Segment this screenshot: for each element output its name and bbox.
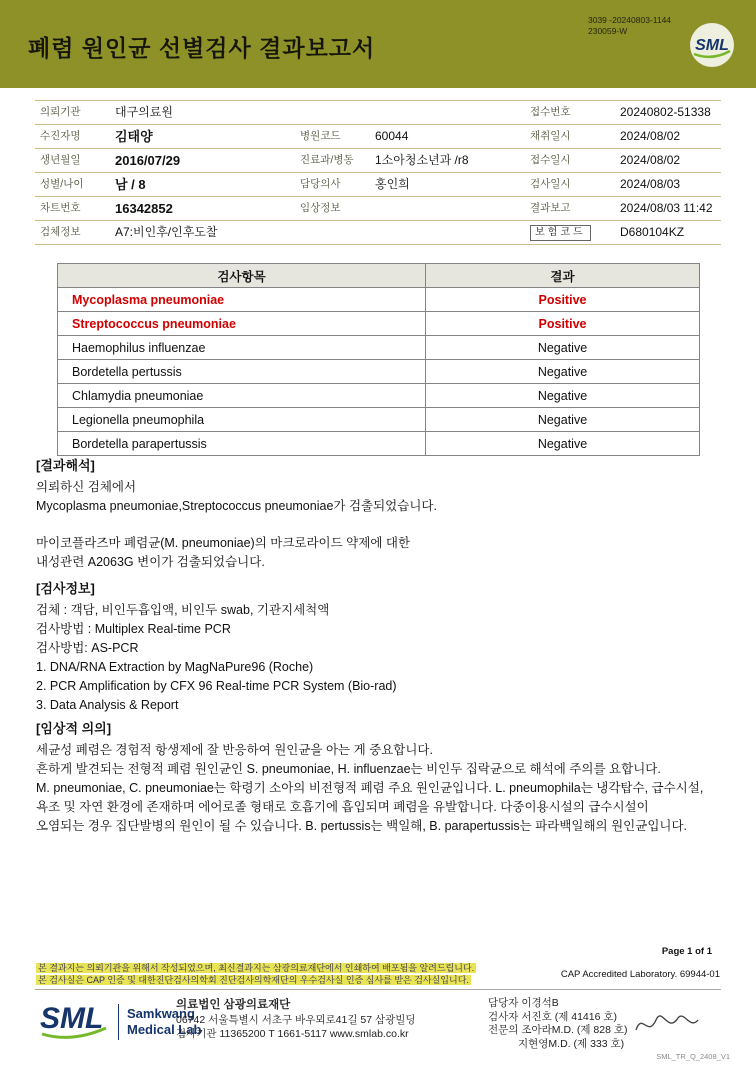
test-info-line: 검사방법 : Multiplex Real-time PCR: [36, 622, 231, 636]
section-interpretation: [36, 455, 726, 572]
results-header-row: [58, 264, 700, 288]
patient-info-row: [35, 125, 721, 149]
title-banner: [0, 0, 756, 88]
page-title: 폐렴 원인균 선별검사 결과보고서: [28, 35, 376, 61]
patient-info-row: [35, 197, 721, 221]
test-result: Positive: [426, 312, 700, 336]
notice-text: 본 결과지는 의뢰기관을 위해서 작성되었으며, 최신결과지는 삼광의료재단에서 인쇄하여 배포됨을 알려드립니다.: [38, 963, 475, 973]
field-value: 2024/08/02: [620, 153, 681, 167]
field-value: 60044: [375, 129, 409, 143]
field-value: 16342852: [115, 201, 173, 216]
staff-specialist-2: 지현영M.D. (제 333 호): [518, 1037, 625, 1050]
lab-address: 06742 서울특별시 서초구 바우뫼로41길 57 삼광빌딩: [176, 1013, 416, 1026]
patient-info-row: [35, 101, 721, 125]
section-heading: [결과해석]: [36, 458, 95, 473]
field-label: 의뢰기관: [40, 106, 81, 118]
clinical-line: 욕조 및 자연 환경에 존재하며 에어로졸 형태로 호흡기에 흡입되며 폐렴을 유발합니다. 다중이용시설의 급수시설이: [36, 800, 649, 814]
field-value: 2024/08/03: [620, 177, 681, 191]
test-info-line: 검사방법: AS-PCR: [36, 641, 139, 655]
page-number: Page 1 of 1: [661, 946, 712, 957]
section-clinical-significance: [36, 718, 726, 836]
document-numbers: [588, 15, 671, 37]
field-label: 검사일시: [530, 178, 571, 190]
staff-technician: 검사자 서진호 (제 41416 호): [488, 1010, 618, 1023]
test-name: Mycoplasma pneumoniae: [58, 288, 426, 312]
interpretation-line: Mycoplasma pneumoniae,Streptococcus pneumoniae가 검출되었습니다.: [36, 499, 437, 513]
field-value: 김태양: [115, 129, 153, 144]
results-table: [57, 263, 700, 456]
staff-block: [488, 997, 628, 1051]
section-heading: [임상적 의의]: [36, 721, 112, 736]
field-value: 2016/07/29: [115, 153, 181, 168]
staff-specialist-1: 전문의 조아라M.D. (제 828 호): [488, 1024, 628, 1036]
test-name: Bordetella parapertussis: [58, 432, 426, 456]
patient-info-row: [35, 149, 721, 173]
test-result: Negative: [426, 360, 700, 384]
test-result: Negative: [426, 384, 700, 408]
result-row: [58, 336, 700, 360]
field-value: 홍인희: [375, 177, 410, 191]
section-test-info: [36, 578, 726, 715]
result-row: [58, 408, 700, 432]
field-label: 진료과/병동: [300, 154, 354, 166]
result-row: [58, 312, 700, 336]
field-value: 남 / 8: [115, 177, 146, 192]
notice-text: 본 검사실은 CAP 인증 및 대한진단검사의학회 진단검사의학재단의 우수검사실 인증 심사를 받은 검사실입니다.: [38, 975, 469, 985]
interpretation-line: 의뢰하신 검체에서: [36, 480, 137, 494]
field-value: 대구의료원: [115, 105, 173, 119]
test-result: Negative: [426, 408, 700, 432]
test-result: Positive: [426, 288, 700, 312]
field-label: 접수번호: [530, 106, 571, 118]
field-label: 임상정보: [300, 202, 341, 214]
logo-divider: [118, 1004, 119, 1040]
field-value: 1소아청소년과 /r8: [375, 153, 469, 167]
field-value: [375, 101, 525, 124]
sml-wordmark-icon: [38, 1000, 112, 1044]
result-row: [58, 360, 700, 384]
test-name: Legionella pneumophila: [58, 408, 426, 432]
field-label: 결과보고: [530, 202, 571, 214]
staff-manager: 담당자 이경석B: [488, 997, 559, 1009]
field-value: 20240802-51338: [620, 105, 711, 119]
test-info-line: 검체 : 객담, 비인두흡입액, 비인두 swab, 기관지세척액: [36, 603, 330, 617]
field-value: D680104KZ: [620, 225, 685, 239]
insurance-code-label: 보험코드: [530, 225, 591, 241]
clinical-line: M. pneumoniae, C. pneumoniae는 학령기 소아의 비전형적 폐렴 주요 원인균입니다. L. pneumophila는 냉각탑수, 급수시설,: [36, 781, 704, 795]
lab-contact: 검사기관 11365200 T 1661-5117 www.smlab.co.kr: [176, 1028, 409, 1040]
field-label: 차트번호: [40, 202, 81, 214]
test-name: Bordetella pertussis: [58, 360, 426, 384]
interpretation-line: 내성관련 A2063G 변이가 검출되었습니다.: [36, 555, 265, 569]
test-info-line: 2. PCR Amplification by CFX 96 Real-time PCR System (Bio-rad): [36, 679, 397, 693]
field-label: [295, 101, 375, 124]
patient-info-row: [35, 173, 721, 197]
field-value: 2024/08/03 11:42: [620, 201, 713, 215]
notice-line-2: [36, 970, 471, 988]
logo-name-line2: Medical Lab: [127, 1022, 202, 1037]
clinical-line: 세균성 폐렴은 경험적 항생제에 잘 반응하여 원인균을 아는 게 중요합니다.: [36, 743, 433, 757]
signature-icon: [632, 1008, 702, 1047]
result-row: [58, 288, 700, 312]
field-label: [525, 221, 620, 244]
form-version: SML_TR_Q_2408_V1: [656, 1052, 730, 1061]
result-row: [58, 432, 700, 456]
field-value: [375, 221, 525, 244]
field-label: 생년월일: [40, 154, 81, 166]
footer-divider: [35, 989, 721, 990]
results-header-result: 결과: [426, 264, 700, 288]
sml-wordmark-text: SML: [40, 1002, 104, 1035]
field-label: 수진자명: [40, 130, 81, 142]
logo-name-line1: Samkwang: [127, 1006, 195, 1021]
clinical-line: 오염되는 경우 집단발병의 원인이 될 수 있습니다. B. pertussis는 백일해, B. parapertussis는 파라백일해의 원인균입니다.: [36, 819, 688, 833]
lab-organization: 의료법인 삼광의료재단: [176, 999, 291, 1011]
section-heading: [검사정보]: [36, 581, 95, 596]
test-info-line: 1. DNA/RNA Extraction by MagNaPure96 (Roche): [36, 660, 314, 674]
patient-info-row: [35, 221, 721, 245]
test-result: Negative: [426, 432, 700, 456]
field-label: 접수일시: [530, 154, 571, 166]
field-value: [375, 197, 525, 220]
field-label: 병원코드: [300, 130, 341, 142]
document-number-line2: 230059-W: [588, 26, 628, 36]
patient-info-table: [35, 100, 721, 245]
field-label: 담당의사: [300, 178, 341, 190]
test-info-line: 3. Data Analysis & Report: [36, 698, 179, 712]
field-value: A7:비인후/인후도찰: [115, 225, 218, 239]
test-name: Chlamydia pneumoniae: [58, 384, 426, 408]
field-value: 2024/08/02: [620, 129, 681, 143]
test-name: Haemophilus influenzae: [58, 336, 426, 360]
interpretation-line: 마이코플라즈마 폐렴균(M. pneumoniae)의 마크로라이드 약제에 대한: [36, 536, 411, 550]
field-label: 채취일시: [530, 130, 571, 142]
test-name: Streptococcus pneumoniae: [58, 312, 426, 336]
sml-logo-icon: [684, 20, 740, 75]
test-result: Negative: [426, 336, 700, 360]
results-header-test: 검사항목: [58, 264, 426, 288]
cap-accreditation: CAP Accredited Laboratory. 69944-01: [560, 969, 720, 980]
field-label: 성별/나이: [40, 178, 84, 190]
result-row: [58, 384, 700, 408]
clinical-line: 흔하게 발견되는 전형적 폐렴 원인균인 S. pneumoniae, H. influenzae는 비인두 집락균으로 해석에 주의를 요합니다.: [36, 762, 661, 776]
document-number-line1: 3039 -20240803-1144: [588, 15, 672, 25]
sml-logo-text: SML: [695, 37, 729, 54]
lab-address-block: [176, 998, 416, 1042]
field-label: [295, 221, 375, 244]
field-label: 검체정보: [40, 226, 81, 238]
